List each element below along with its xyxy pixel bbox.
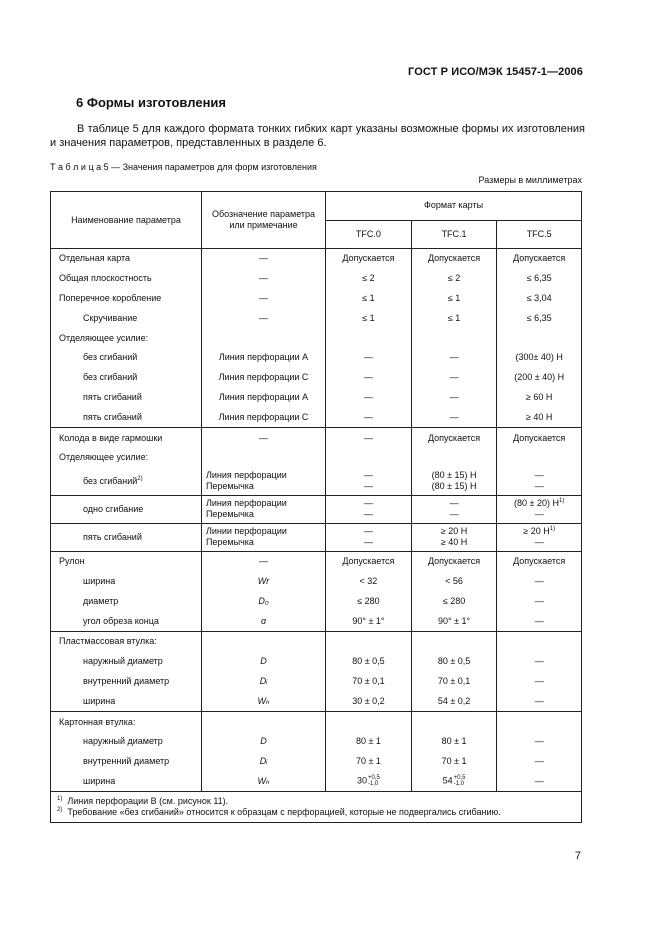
cell-tfc5: (300± 40) Н bbox=[497, 348, 582, 368]
cell-param: без сгибаний$^{2)}$ bbox=[51, 468, 202, 496]
cell-tfc1: — — bbox=[411, 495, 497, 523]
cell-param: Скручивание bbox=[51, 308, 202, 328]
table-caption: Т а б л и ц а 5 — Значения параметров для форм изготовления bbox=[50, 162, 317, 172]
cell-tfc1: (80 ± 15) Н (80 ± 15) Н bbox=[411, 468, 497, 496]
intro-paragraph bbox=[50, 122, 585, 150]
header-format: Формат карты bbox=[326, 192, 582, 221]
cell-tfc1: — bbox=[411, 368, 497, 388]
cell-param: без сгибаний bbox=[51, 348, 202, 368]
section-single-card bbox=[51, 249, 582, 428]
cell-desig: Wₕ bbox=[201, 691, 325, 711]
table-row bbox=[51, 448, 582, 468]
cell-tfc5: — bbox=[497, 572, 582, 592]
cell-param: Пластмассовая втулка: bbox=[51, 631, 202, 651]
cell-desig: Линии перфорации Перемычка bbox=[201, 523, 325, 551]
cell-param: пять сгибаний bbox=[51, 407, 202, 427]
table-row bbox=[51, 551, 582, 571]
cell-param: Отдельная карта bbox=[51, 249, 202, 269]
cell-tfc1: 70 ± 0,1 bbox=[411, 672, 497, 692]
cell-tfc1: ≤ 2 bbox=[411, 269, 497, 289]
units-note: Размеры в миллиметрах bbox=[478, 175, 582, 185]
cell-tfc5: — — bbox=[497, 468, 582, 496]
cell-tfc1: 80 ± 1 bbox=[411, 732, 497, 752]
cell-tfc0: ≤ 1 bbox=[326, 289, 412, 309]
cell-param: Поперечное коробление bbox=[51, 289, 202, 309]
cell-param: Отделяющее усилие: bbox=[51, 328, 202, 348]
cell-tfc0: 80 ± 0,5 bbox=[326, 652, 412, 672]
cell-tfc0: — bbox=[326, 388, 412, 408]
cell-tfc1: 80 ± 0,5 bbox=[411, 652, 497, 672]
cell-tfc1: — bbox=[411, 388, 497, 408]
cell-tfc0: — bbox=[326, 428, 412, 448]
cell-desig: α bbox=[201, 611, 325, 631]
cell-tfc1: 90° ± 1° bbox=[411, 611, 497, 631]
table-row bbox=[51, 328, 582, 348]
cell-tfc5: — bbox=[497, 691, 582, 711]
cell-tfc5: ≥ 60 Н bbox=[497, 388, 582, 408]
cell-desig: — bbox=[201, 308, 325, 328]
cell-tfc0: 70 ± 0,1 bbox=[326, 672, 412, 692]
cell-tfc5: — bbox=[497, 672, 582, 692]
page-number: 7 bbox=[574, 850, 581, 862]
table-row bbox=[51, 672, 582, 692]
cell-tfc1: 70 ± 1 bbox=[411, 752, 497, 772]
cell-tfc1: 54 ± 0,2 bbox=[411, 691, 497, 711]
table-row bbox=[51, 468, 582, 496]
table-row bbox=[51, 732, 582, 752]
cell-desig: — bbox=[201, 249, 325, 269]
cell-tfc5: Допускается bbox=[497, 551, 582, 571]
cell-tfc5: — bbox=[497, 732, 582, 752]
cell-tfc0: ≤ 1 bbox=[326, 308, 412, 328]
cell-tfc5: ≤ 6,35 bbox=[497, 308, 582, 328]
cell-tfc5: — bbox=[497, 752, 582, 772]
cell-desig: D bbox=[201, 732, 325, 752]
cell-param: пять сгибаний bbox=[51, 388, 202, 408]
cell-tfc1 bbox=[411, 328, 497, 348]
cell-desig: — bbox=[201, 551, 325, 571]
cell-tfc0: 80 ± 1 bbox=[326, 732, 412, 752]
cell-param: одно сгибание bbox=[51, 495, 202, 523]
cell-tfc1: Допускается bbox=[411, 428, 497, 448]
cell-tfc0: 70 ± 1 bbox=[326, 752, 412, 772]
cell-tfc1: < 56 bbox=[411, 572, 497, 592]
cell-desig: — bbox=[201, 428, 325, 448]
cell-param: внутренний диаметр bbox=[51, 752, 202, 772]
cell-param: Общая плоскостность bbox=[51, 269, 202, 289]
cell-tfc5: — bbox=[497, 772, 582, 792]
intro-text: В таблице 5 для каждого формата тонких гибких карт указаны возможные формы их изготовления и значения параметров, представленных в разделе 6. bbox=[50, 123, 585, 149]
table-row bbox=[51, 249, 582, 269]
cell-tfc0: — bbox=[326, 407, 412, 427]
table-row bbox=[51, 712, 582, 732]
footnote-1: $^{1)}$ Линия перфорации B (см. рисунок 11). bbox=[57, 796, 229, 807]
cell-tfc5: Допускается bbox=[497, 428, 582, 448]
cell-tfc1: — bbox=[411, 407, 497, 427]
cell-param: ширина bbox=[51, 572, 202, 592]
cell-tfc5: (80 ± 20) $Н^{1)}$ — bbox=[497, 495, 582, 523]
cell-tfc5: ≥ 40 Н bbox=[497, 407, 582, 427]
cell-tfc0: Допускается bbox=[326, 249, 412, 269]
cell-param: Колода в виде гармошки bbox=[51, 428, 202, 448]
cell-param: внутренний диаметр bbox=[51, 672, 202, 692]
cell-tfc1: ≤ 1 bbox=[411, 308, 497, 328]
footnotes bbox=[51, 792, 582, 823]
cell-tfc5 bbox=[497, 328, 582, 348]
table-row bbox=[51, 388, 582, 408]
cell-desig: Dᵢ bbox=[201, 672, 325, 692]
cell-desig: Wr bbox=[201, 572, 325, 592]
cell-param: угол обреза конца bbox=[51, 611, 202, 631]
cell-tfc0 bbox=[326, 328, 412, 348]
cell-param: без сгибаний bbox=[51, 368, 202, 388]
table-row bbox=[51, 495, 582, 523]
section-plastic-core bbox=[51, 652, 582, 712]
cell-desig: Линия перфорации Перемычка bbox=[201, 468, 325, 496]
cell-param: пять сгибаний bbox=[51, 523, 202, 551]
table-row bbox=[51, 269, 582, 289]
cell-tfc0: — — bbox=[326, 495, 412, 523]
table-row bbox=[51, 523, 582, 551]
section-cardboard-core bbox=[51, 732, 582, 772]
table-row bbox=[51, 772, 582, 792]
document-header: ГОСТ Р ИСО/МЭК 15457-1—2006 bbox=[408, 66, 583, 78]
footnote-2: $^{2)}$ Требование «без сгибаний» относится к образцам с перфорацией, которые не подвергались сгибанию. bbox=[57, 807, 501, 818]
section-title: 6 Формы изготовления bbox=[76, 95, 226, 110]
cell-desig: Dᵢ bbox=[201, 752, 325, 772]
cell-tfc0: < 32 bbox=[326, 572, 412, 592]
footnotes-row bbox=[51, 792, 582, 823]
cell-desig: D₀ bbox=[201, 591, 325, 611]
table-row bbox=[51, 428, 582, 448]
cell-tfc0: ≤ 280 bbox=[326, 591, 412, 611]
cell-param: диаметр bbox=[51, 591, 202, 611]
cell-desig: — bbox=[201, 269, 325, 289]
cell-desig bbox=[201, 328, 325, 348]
parameters-table bbox=[50, 191, 582, 823]
cell-tfc0: Допускается bbox=[326, 551, 412, 571]
cell-desig: Линия перфорации A bbox=[201, 388, 325, 408]
cell-desig: Wₕ bbox=[201, 772, 325, 792]
cell-tfc5: (200 ± 40) Н bbox=[497, 368, 582, 388]
table-row bbox=[51, 591, 582, 611]
header-tfc5: TFC.5 bbox=[497, 220, 582, 249]
cell-tfc0: 30 ± 0,2 bbox=[326, 691, 412, 711]
cell-tfc1: Допускается bbox=[411, 249, 497, 269]
cell-param: Картонная втулка: bbox=[51, 712, 202, 732]
cell-desig: Линия перфорации C bbox=[201, 407, 325, 427]
cell-tfc0: 90° ± 1° bbox=[326, 611, 412, 631]
cell-tfc1: Допускается bbox=[411, 551, 497, 571]
table-row bbox=[51, 572, 582, 592]
cell-tfc1: — bbox=[411, 348, 497, 368]
cell-desig: Линия перфорации C bbox=[201, 368, 325, 388]
cell-param: Рулон bbox=[51, 551, 202, 571]
cell-tfc1: ≤ 1 bbox=[411, 289, 497, 309]
cell-tfc0: ≤ 2 bbox=[326, 269, 412, 289]
cell-tfc1: ≤ 280 bbox=[411, 591, 497, 611]
cell-param: наружный диаметр bbox=[51, 652, 202, 672]
cell-tfc1: 54+0,5 -1,0 bbox=[411, 772, 497, 792]
cell-param: ширина bbox=[51, 772, 202, 792]
table-row bbox=[51, 752, 582, 772]
table-row bbox=[51, 308, 582, 328]
cell-tfc5: — bbox=[497, 591, 582, 611]
cell-tfc0: — — bbox=[326, 523, 412, 551]
table-row bbox=[51, 691, 582, 711]
cell-param: Отделяющее усилие: bbox=[51, 448, 202, 468]
cell-desig: Линия перфорации Перемычка bbox=[201, 495, 325, 523]
header-tfc1: TFC.1 bbox=[411, 220, 497, 249]
header-param: Наименование параметра bbox=[51, 192, 202, 249]
table-row bbox=[51, 652, 582, 672]
cell-tfc5: — bbox=[497, 611, 582, 631]
cell-tfc0: — — bbox=[326, 468, 412, 496]
cell-desig: Линия перфорации A bbox=[201, 348, 325, 368]
section-roll bbox=[51, 551, 582, 631]
header-designation: Обозначение параметра или примечание bbox=[201, 192, 325, 249]
cell-tfc5: ≤ 6,35 bbox=[497, 269, 582, 289]
cell-tfc5: ≥ 20 $Н^{1)}$ — bbox=[497, 523, 582, 551]
table-row bbox=[51, 407, 582, 427]
table-row bbox=[51, 368, 582, 388]
cell-tfc5: Допускается bbox=[497, 249, 582, 269]
cell-tfc5: ≤ 3,04 bbox=[497, 289, 582, 309]
table-row bbox=[51, 348, 582, 368]
cell-tfc0: — bbox=[326, 368, 412, 388]
cell-param: наружный диаметр bbox=[51, 732, 202, 752]
cell-tfc0: 30+0,5 -1,0 bbox=[326, 772, 412, 792]
cell-tfc1: ≥ 20 Н ≥ 40 Н bbox=[411, 523, 497, 551]
cell-tfc0: — bbox=[326, 348, 412, 368]
table-row bbox=[51, 289, 582, 309]
cell-tfc5: — bbox=[497, 652, 582, 672]
cell-desig: D bbox=[201, 652, 325, 672]
table-row bbox=[51, 631, 582, 651]
cell-desig: — bbox=[201, 289, 325, 309]
cell-param: ширина bbox=[51, 691, 202, 711]
header-tfc0: TFC.0 bbox=[326, 220, 412, 249]
table-row bbox=[51, 611, 582, 631]
